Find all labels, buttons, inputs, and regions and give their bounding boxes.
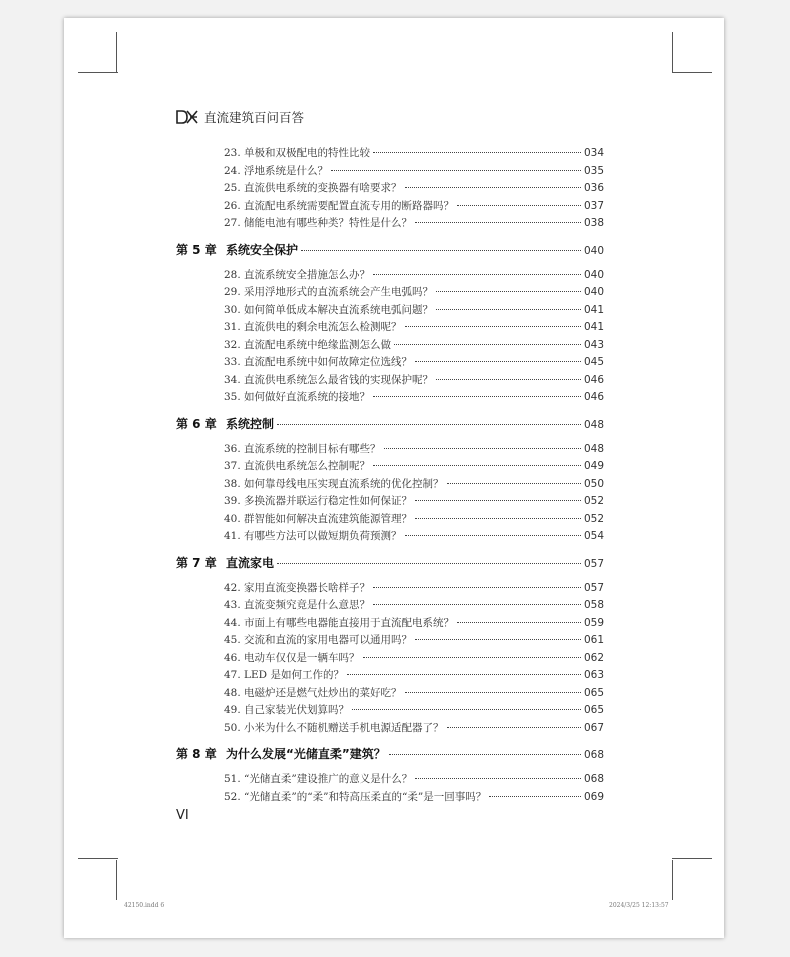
entry-title: 家用直流变换器长啥样子？ — [244, 581, 371, 594]
entry-page-number: 045 — [584, 356, 605, 368]
entry-title: LED 是如何工作的？ — [244, 669, 344, 681]
entry-title: 小米为什么不随机赠送手机电源适配器了？ — [244, 721, 444, 734]
toc-entry[interactable] — [176, 215, 604, 233]
toc-entry[interactable] — [176, 319, 604, 337]
entry-page-number: 040 — [584, 268, 605, 281]
print-slug-left: 42150.indd 6 — [124, 902, 165, 909]
entry-page-number: 057 — [584, 581, 605, 594]
entry-title: 直流配电系统中绝缘监测怎么做 — [244, 338, 392, 351]
dot-leader — [436, 291, 581, 292]
toc-entry[interactable] — [176, 267, 604, 285]
toc-entry-group — [176, 145, 604, 233]
entry-title: 自己家装光伏划算吗？ — [244, 704, 350, 716]
chapter-label: 第 8 章 — [176, 747, 217, 761]
running-header — [176, 108, 304, 126]
toc-entry[interactable] — [176, 667, 604, 685]
toc-entry[interactable] — [176, 789, 604, 807]
entry-page-number: 058 — [584, 599, 605, 611]
entry-number: 45. — [224, 634, 241, 646]
entry-page-number: 052 — [584, 512, 605, 525]
entry-title: 单极和双极配电的特性比较 — [244, 147, 371, 159]
chapter-label: 第 6 章 — [176, 416, 217, 431]
toc-entry[interactable] — [176, 615, 604, 633]
toc-entry[interactable] — [176, 337, 604, 355]
book-logo-icon — [176, 110, 198, 124]
entry-title: 如何简单低成本解决直流系统电弧问题？ — [244, 303, 434, 316]
entry-title: 电动车仅仅是一辆车吗？ — [244, 651, 360, 664]
entry-page-number: 062 — [584, 651, 605, 664]
entry-page-number: 035 — [584, 164, 605, 177]
entry-title: 电磁炉还是燃气灶炒出的菜好吃？ — [244, 686, 402, 699]
toc-entry[interactable] — [176, 458, 604, 476]
dot-leader — [373, 396, 581, 397]
entry-page-number: 050 — [584, 477, 605, 490]
dot-leader — [347, 674, 581, 675]
entry-title: 交流和直流的家用电器可以通用吗？ — [244, 634, 413, 646]
crop-mark-tl-v — [116, 32, 117, 72]
dot-leader — [415, 639, 581, 640]
toc-entry-group — [176, 771, 604, 806]
toc-entry[interactable] — [176, 650, 604, 668]
table-of-contents — [176, 145, 604, 806]
entry-title: 直流变频究竟是什么意思？ — [244, 599, 371, 611]
entry-number: 29. — [224, 286, 241, 298]
dot-leader — [415, 500, 581, 501]
entry-page-number: 054 — [584, 530, 605, 542]
entry-page-number: 040 — [584, 286, 605, 298]
entry-number: 43. — [224, 599, 241, 611]
chapter-label: 第 7 章 — [176, 555, 217, 570]
entry-page-number: 038 — [584, 217, 605, 229]
dot-leader — [389, 754, 581, 755]
entry-page-number: 065 — [584, 686, 605, 699]
entry-page-number: 052 — [584, 495, 605, 507]
chapter-page-number: 057 — [584, 557, 605, 570]
toc-entry[interactable] — [176, 198, 604, 216]
dot-leader — [373, 274, 581, 275]
entry-number: 33. — [224, 356, 241, 368]
entry-page-number: 046 — [584, 391, 605, 403]
entry-number: 42. — [224, 581, 241, 594]
entry-page-number: 059 — [584, 616, 605, 629]
dot-leader — [331, 170, 581, 171]
toc-chapter[interactable] — [176, 546, 604, 580]
dot-leader — [457, 622, 581, 623]
entry-page-number: 067 — [584, 721, 605, 734]
entry-title: 直流配电系统需要配置直流专用的断路器吗？ — [244, 199, 455, 212]
dot-leader — [447, 483, 581, 484]
dot-leader — [373, 465, 581, 466]
crop-mark-br-v — [672, 860, 673, 900]
chapter-page-number: 048 — [584, 418, 605, 431]
entry-title: 市面上有哪些电器能直接用于直流配电系统？ — [244, 616, 455, 629]
crop-mark-bl-v — [116, 860, 117, 900]
toc-entry[interactable] — [176, 632, 604, 650]
dot-leader — [277, 424, 581, 425]
header-title: 直流建筑百问百答 — [204, 110, 305, 125]
toc-entry[interactable] — [176, 597, 604, 615]
entry-title: 直流供电系统的变换器有啥要求？ — [244, 182, 402, 194]
dot-leader — [405, 692, 581, 693]
dot-leader — [301, 250, 581, 251]
dot-leader — [489, 796, 581, 797]
print-slug-right: 2024/3/25 12:13:57 — [609, 902, 669, 909]
entry-page-number: 041 — [584, 321, 605, 333]
toc-entry-group — [176, 267, 604, 407]
toc-entry[interactable] — [176, 702, 604, 720]
entry-number: 50. — [224, 721, 241, 734]
entry-number: 51. — [224, 773, 241, 785]
toc-chapter[interactable] — [176, 407, 604, 441]
toc-entry[interactable] — [176, 372, 604, 390]
entry-number: 32. — [224, 338, 241, 351]
dot-leader — [436, 379, 581, 380]
entry-number: 31. — [224, 321, 241, 333]
dot-leader — [277, 563, 581, 564]
entry-title: 储能电池有哪些种类？特性是什么？ — [244, 217, 413, 229]
entry-title: 多换流器并联运行稳定性如何保证？ — [244, 495, 413, 507]
entry-title: 直流系统安全措施怎么办？ — [244, 268, 371, 281]
dot-leader — [405, 187, 581, 188]
entry-title: “光储直柔”建设推广的意义是什么？ — [244, 773, 413, 785]
chapter-title: 直流家电 — [226, 555, 275, 570]
entry-page-number: 036 — [584, 182, 605, 194]
dot-leader — [415, 361, 581, 362]
entry-title: 群智能如何解决直流建筑能源管理？ — [244, 512, 413, 525]
entry-page-number: 034 — [584, 147, 605, 159]
dot-leader — [363, 657, 581, 658]
entry-page-number: 048 — [584, 442, 605, 455]
toc-entry[interactable] — [176, 511, 604, 529]
entry-number: 30. — [224, 303, 241, 316]
dot-leader — [415, 222, 581, 223]
toc-entry[interactable] — [176, 580, 604, 598]
toc-entry[interactable] — [176, 493, 604, 511]
crop-mark-tr-h — [672, 72, 712, 73]
toc-entry-group — [176, 580, 604, 738]
dot-leader — [373, 587, 581, 588]
dot-leader — [405, 326, 581, 327]
entry-title: 直流供电系统怎么控制呢？ — [244, 460, 371, 472]
entry-title: “光储直柔”的“柔”和特高压柔直的“柔”是一回事吗？ — [244, 790, 487, 803]
entry-number: 28. — [224, 268, 241, 281]
dot-leader — [415, 778, 581, 779]
entry-title: 直流供电系统怎么最省钱的实现保护呢？ — [244, 373, 434, 386]
entry-number: 41. — [224, 530, 241, 542]
dot-leader — [436, 309, 581, 310]
entry-page-number: 065 — [584, 704, 605, 716]
entry-number: 47. — [224, 669, 241, 681]
entry-page-number: 063 — [584, 669, 605, 681]
entry-title: 浮地系统是什么？ — [244, 164, 329, 177]
dot-leader — [457, 205, 581, 206]
toc-chapter[interactable] — [176, 233, 604, 267]
dot-leader — [415, 518, 581, 519]
entry-number: 24. — [224, 164, 241, 177]
entry-title: 直流系统的控制目标有哪些？ — [244, 442, 381, 455]
dot-leader — [384, 448, 581, 449]
entry-page-number: 061 — [584, 634, 605, 646]
entry-number: 52. — [224, 790, 241, 803]
entry-title: 采用浮地形式的直流系统会产生电弧吗？ — [244, 286, 434, 298]
entry-page-number: 049 — [584, 460, 605, 472]
dot-leader — [405, 535, 581, 536]
entry-number: 26. — [224, 199, 241, 212]
toc-entry[interactable] — [176, 441, 604, 459]
page-folio: VI — [176, 808, 189, 823]
crop-mark-br-h — [672, 858, 712, 859]
dot-leader — [352, 709, 581, 710]
entry-number: 40. — [224, 512, 241, 525]
entry-page-number: 069 — [584, 790, 605, 803]
entry-number: 34. — [224, 373, 241, 386]
toc-entry[interactable] — [176, 389, 604, 407]
entry-page-number: 068 — [584, 773, 605, 785]
toc-entry[interactable] — [176, 302, 604, 320]
entry-title: 如何做好直流系统的接地？ — [244, 391, 371, 403]
chapter-title: 系统控制 — [226, 416, 275, 431]
entry-number: 49. — [224, 704, 241, 716]
dot-leader — [394, 344, 581, 345]
toc-entry-group — [176, 441, 604, 546]
toc-entry[interactable] — [176, 163, 604, 181]
chapter-title: 系统安全保护 — [226, 242, 299, 257]
toc-entry[interactable] — [176, 145, 604, 163]
entry-title: 如何靠母线电压实现直流系统的优化控制？ — [244, 477, 444, 490]
crop-mark-tl-h — [78, 72, 118, 73]
book-page — [64, 18, 724, 938]
entry-number: 36. — [224, 442, 241, 455]
toc-entry[interactable] — [176, 354, 604, 372]
entry-title: 有哪些方法可以做短期负荷预测？ — [244, 530, 402, 542]
entry-number: 27. — [224, 217, 241, 229]
entry-number: 48. — [224, 686, 241, 699]
entry-number: 23. — [224, 147, 241, 159]
dot-leader — [373, 604, 581, 605]
entry-number: 37. — [224, 460, 241, 472]
toc-chapter[interactable] — [176, 737, 604, 771]
entry-page-number: 037 — [584, 199, 605, 212]
entry-page-number: 041 — [584, 303, 605, 316]
toc-entry[interactable] — [176, 685, 604, 703]
entry-number: 46. — [224, 651, 241, 664]
dot-leader — [447, 727, 581, 728]
toc-entry[interactable] — [176, 528, 604, 546]
toc-entry[interactable] — [176, 476, 604, 494]
chapter-page-number: 068 — [584, 749, 605, 761]
toc-entry[interactable] — [176, 771, 604, 789]
entry-page-number: 046 — [584, 373, 605, 386]
toc-entry[interactable] — [176, 180, 604, 198]
entry-number: 35. — [224, 391, 241, 403]
entry-number: 38. — [224, 477, 241, 490]
toc-entry[interactable] — [176, 720, 604, 738]
entry-title: 直流供电的剩余电流怎么检测呢？ — [244, 321, 402, 333]
chapter-page-number: 040 — [584, 244, 605, 257]
toc-entry[interactable] — [176, 284, 604, 302]
entry-number: 39. — [224, 495, 241, 507]
entry-number: 44. — [224, 616, 241, 629]
dot-leader — [373, 152, 581, 153]
entry-title: 直流配电系统中如何故障定位选线？ — [244, 356, 413, 368]
chapter-label: 第 5 章 — [176, 242, 217, 257]
chapter-title: 为什么发展“光储直柔”建筑？ — [226, 747, 386, 761]
crop-mark-bl-h — [78, 858, 118, 859]
entry-page-number: 043 — [584, 338, 605, 351]
crop-mark-tr-v — [672, 32, 673, 72]
entry-number: 25. — [224, 182, 241, 194]
